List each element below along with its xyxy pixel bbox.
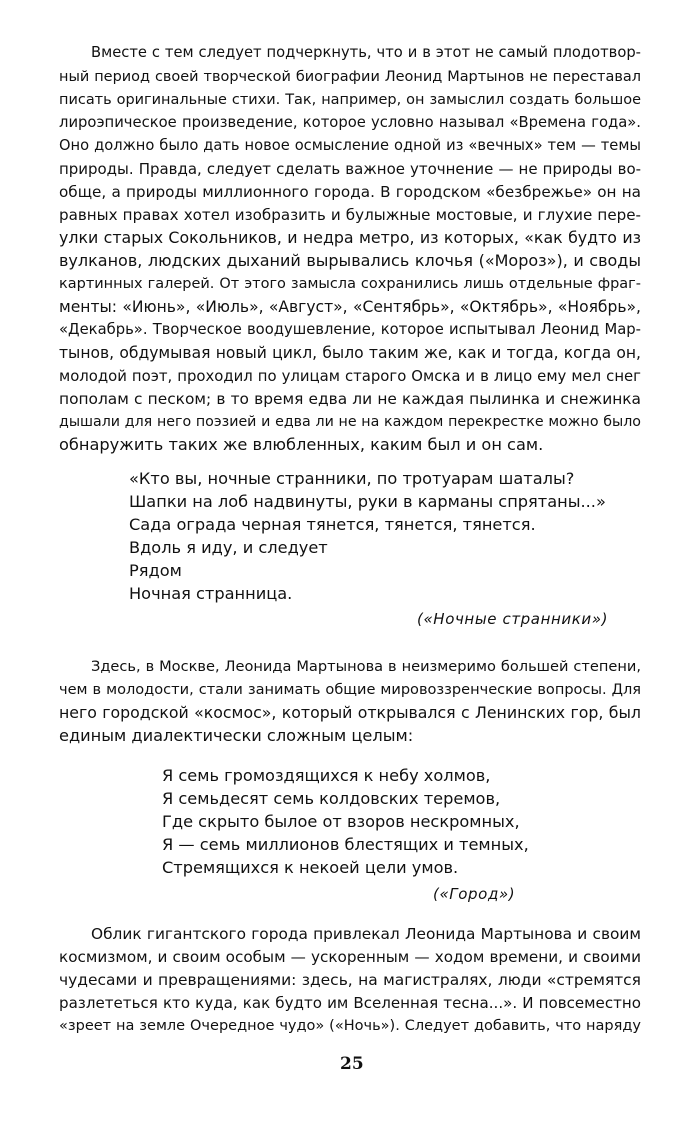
verse-line: Рядом [129, 561, 182, 580]
text-line: него городской «космос», который открывался с Ленинских гор, был [59, 703, 641, 722]
text-line: природы. Правда, следует сделать важное уточнение — не природы во- [59, 160, 641, 178]
text-line: тынов, обдумывая новый цикл, было таким же, как и тогда, когда он, [59, 344, 641, 362]
text-line: обнаружить таких же влюбленных, каким был и он сам. [59, 435, 544, 454]
text-line: единым диалектически сложным целым: [59, 726, 414, 745]
verse-line: Стремящихся к некоей цели умов. [162, 858, 459, 877]
text-line: Здесь, в Москве, Леонида Мартынова в неизмеримо большей степени, [91, 658, 641, 675]
text-line: космизмом, и своим особым — ускоренным — ходом времени, и своими [59, 948, 641, 966]
text-line: «зреет на земле Очередное чудо» («Ночь»). Следует добавить, что наряду [59, 1018, 641, 1034]
poem-source: («Ночные странники») [417, 610, 609, 628]
verse-line: Где скрыто былое от взоров нескромных, [162, 812, 520, 831]
text-line: разлететься кто куда, как будто им Вселенная тесна...». И повсеместно [59, 994, 641, 1012]
text-line: Оно должно было дать новое осмысление одной из «вечных» тем — темы [59, 137, 641, 154]
text-line: менты: «Июнь», «Июль», «Август», «Сентябрь», «Октябрь», «Ноябрь», [59, 298, 641, 316]
text-line: Облик гигантского города привлекал Леонида Мартынова и своим [91, 925, 641, 943]
text-line: писать оригинальные стихи. Так, например, он замыслил создать большое [59, 92, 641, 108]
text-line: чудесами и превращениями: здесь, на магистралях, люди «стремятся [59, 971, 641, 989]
poem-source: («Город») [433, 885, 516, 903]
verse-line: «Кто вы, ночные странники, по тротуарам шаталы? [129, 469, 575, 488]
text-line: «Декабрь». Творческое воодушевление, которое испытывал Леонид Мар- [59, 321, 641, 338]
text-line: обще, а природы миллионного города. В городском «безбрежье» он на [59, 183, 641, 201]
verse-line: Я — семь миллионов блестящих и темных, [162, 835, 529, 854]
verse-line: Шапки на лоб надвинуты, руки в карманы спрятаны...» [129, 492, 606, 511]
text-line: ный период своей творческой биографии Леонид Мартынов не переставал [59, 69, 641, 85]
text-line: лироэпическое произведение, которое условно называл «Времена года». [59, 114, 641, 131]
text-line: молодой поэт, проходил по улицам старого Омска и в лицо ему мел снег [59, 367, 641, 385]
page-number: 25 [340, 1054, 364, 1074]
text-line: Вместе с тем следует подчеркнуть, что и в этот не самый плодотвор- [91, 44, 641, 61]
verse-line: Сада ограда черная тянется, тянется, тянется. [129, 515, 536, 534]
text-line: пополам с песком; в то время едва ли не каждая пылинка и снежинка [59, 390, 641, 408]
verse-line: Вдоль я иду, и следует [129, 538, 328, 557]
text-line: вулканов, людских дыханий вырывались клочья («Мороз»), и своды [59, 251, 641, 270]
verse-line: Я семь громоздящихся к небу холмов, [162, 766, 491, 785]
verse-line: Ночная странница. [129, 584, 293, 603]
text-line: картинных галерей. От этого замысла сохранились лишь отдельные фраг- [59, 276, 641, 292]
text-line: равных правах хотел изобразить и булыжные мостовые, и глухие пере- [59, 206, 641, 224]
text-line: улки старых Сокольников, и недра метро, из которых, «как будто из [59, 228, 641, 247]
verse-line: Я семьдесят семь колдовских теремов, [162, 789, 501, 808]
text-line: чем в молодости, стали занимать общие мировоззренческие вопросы. Для [59, 681, 641, 698]
text-line: дышали для него поэзией и едва ли не на каждом перекрестке можно было [59, 414, 641, 430]
